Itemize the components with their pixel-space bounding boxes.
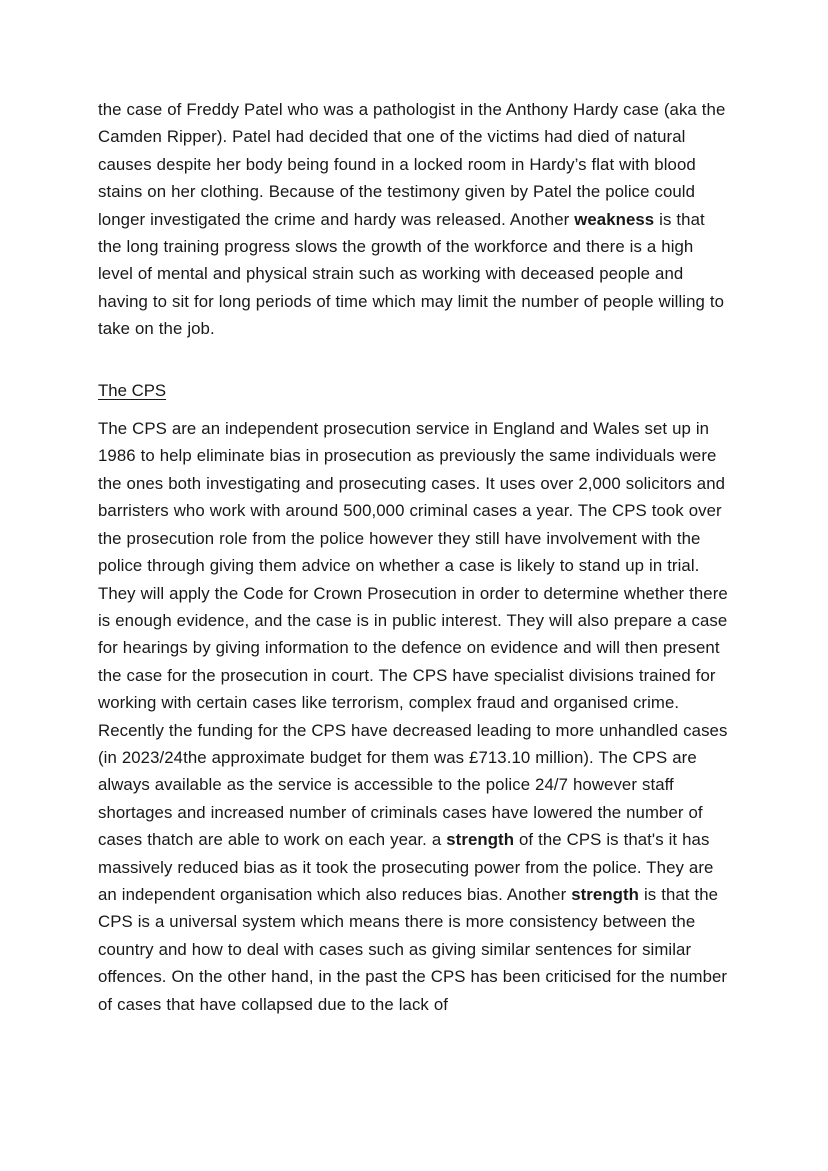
paragraph-cps-overview	[98, 415, 730, 1018]
text-run: of the CPS is that's it has massively reduced bias as it took the prosecuting power from the police. They are an independent organisation which also reduces bias. Another	[98, 830, 714, 904]
text-run: is that the long training progress slows the growth of the workforce and there is a high level of mental and physical strain such as working with deceased people and having to sit for long periods of time which may limit the number of people willing to take on the job.	[98, 209, 725, 339]
text-run: the case of Freddy Patel who was a pathologist in the Anthony Hardy case (aka the Camden Ripper). Patel had decided that one of the victims had died of natural causes despite her body being found in a locked room in Hardy’s flat with blood stains on her clothing. Because of the testimony given by Patel the police could longer investigated the crime and hardy was released. Another	[98, 100, 726, 229]
text-run: The CPS are an independent prosecution service in England and Wales set up in 1986 to help eliminate bias in prosecution as previously the same individuals were the ones both investigating and prosecuting cases. It uses over 2,000 solicitors and barristers who work with around 500,000 criminal cases a year. The CPS took over the prosecution role from the police however they still have involvement with the police through giving them advice on whether a case is likely to stand up in trial. They will apply the Code for Crown Prosecution in order to determine whether there is enough evidence, and the case is in public interest. They will also prepare a case for hearings by giving information to the defence on evidence and will then present the case for the prosecution in court. The CPS have specialist divisions trained for working with certain cases like terrorism, complex fraud and organised crime. Recently the funding for the CPS have decreased leading to more unhandled cases (in 2023/24the approximate budget for them was £713.10 million). The CPS are always available as the service is accessible to the police 24/7 however staff shortages and increased number of criminals cases have lowered the number of cases thatch are able to work on each year. a	[98, 419, 728, 850]
heading-the-cps	[98, 377, 730, 404]
document-text-body	[98, 96, 730, 1018]
section-heading-text: The CPS	[98, 380, 167, 400]
emphasis-term: weakness	[574, 209, 655, 229]
paragraph-pathologist-weakness	[98, 96, 730, 343]
text-run: is that the CPS is a universal system which means there is more consistency between the country and how to deal with cases such as giving similar sentences for similar offences. On the other hand, in the past the CPS has been criticised for the number of cases that have collapsed due to the lack of	[98, 884, 728, 1014]
emphasis-term: strength	[571, 884, 640, 904]
emphasis-term: strength	[446, 830, 515, 850]
